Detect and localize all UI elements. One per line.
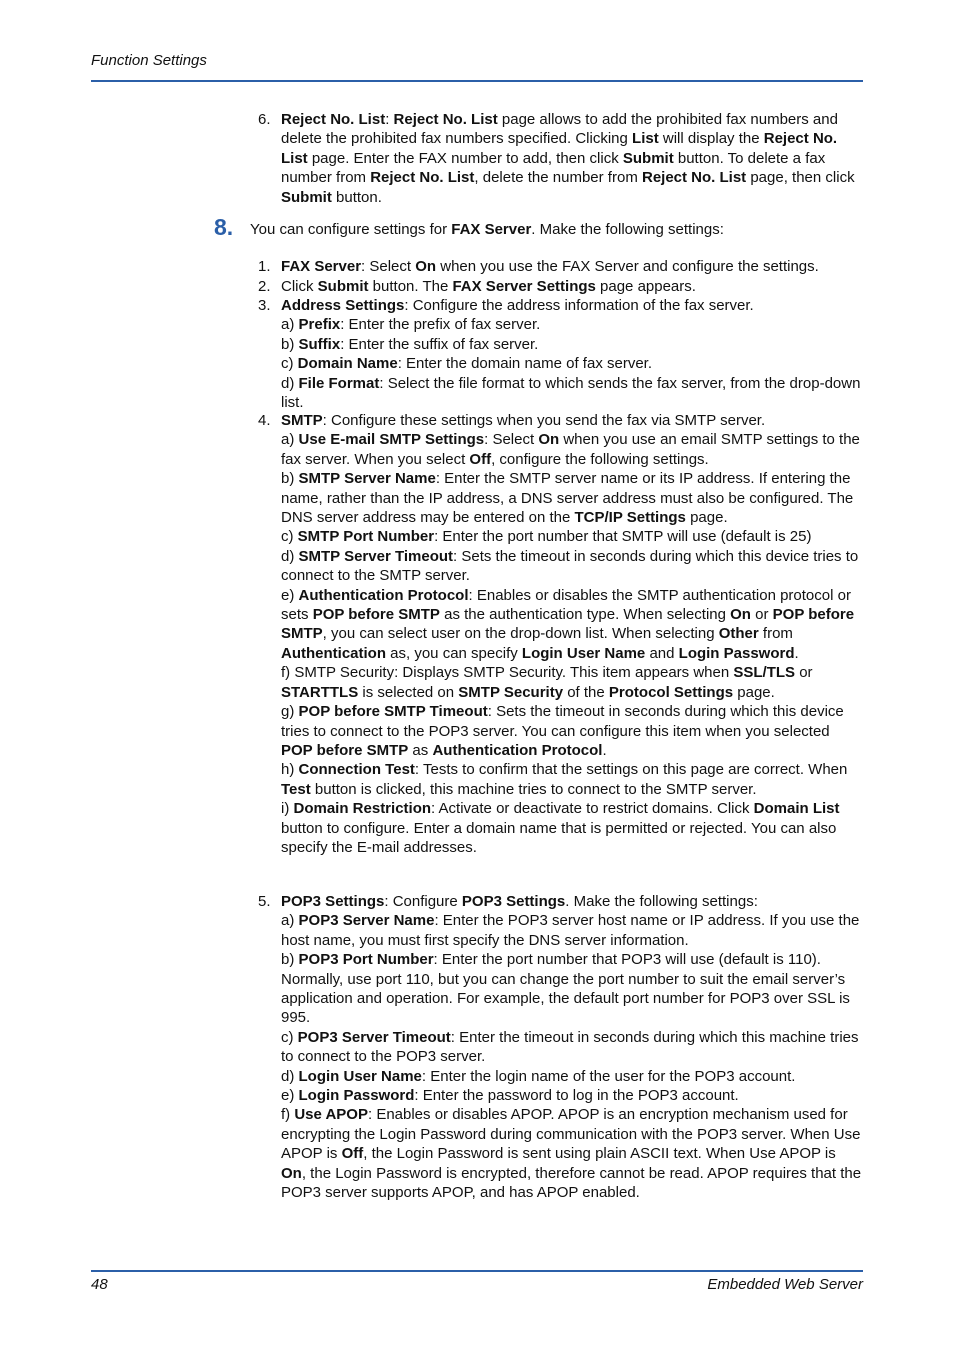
list-item-number: 3. (258, 297, 271, 314)
sub-item-text: f) SMTP Security: Displays SMTP Security. This item appears when SSL/TLS or STARTTLS is selected on SMTP Security of the Protocol Settings page. (281, 664, 813, 701)
page-number: 48 (91, 1276, 108, 1293)
sub-item-text: g) POP before SMTP Timeout: Sets the timeout in seconds during which this device tries to connect to the POP3 server. You can configure this item when you selected POP before SMTP as Authentication Protocol. (281, 703, 844, 759)
list-item-reject-no-list: Reject No. List: Reject No. List page allows to add the prohibited fax numbers and delete the prohibited fax numbers specified. Clicking List will display the Reject No. List page. Enter the FAX number to add, then click Submit button. To delete a fax number from Reject No. List, delete the number from Reject No. List page, then click Submit button. (281, 111, 855, 206)
list-item-number: 5. (258, 893, 271, 910)
page-header-title: Function Settings (91, 52, 207, 69)
list-item-pop3-settings (281, 892, 863, 1203)
list-item-text: FAX Server: Select On when you use the FAX Server and configure the settings. (281, 258, 819, 275)
list-item-text: Address Settings: Configure the address information of the fax server. (281, 297, 754, 314)
sub-item-text: e) Authentication Protocol: Enables or disables the SMTP authentication protocol or sets POP before SMTP as the authentication type. When selecting On or POP before SMTP, you can select user on the drop-down list. When selecting Other from Authentication as, you can specify Login User Name and Login Password. (281, 586, 855, 662)
sub-item-text: b) POP3 Port Number: Enter the port number that POP3 will use (default is 110). Normally, use port 110, but you can change the port number to suit the email server’s application and operation. For example, the default port number for POP3 over SSL is 995. (281, 951, 850, 1027)
list-item-number: 6. (258, 111, 271, 128)
list-item-text: POP3 Settings: Configure POP3 Settings. Make the following settings: (281, 893, 758, 910)
list-item-smtp (281, 411, 863, 857)
sub-item-text: c) Domain Name: Enter the domain name of fax server. (281, 355, 652, 373)
footer-title: Embedded Web Server (707, 1276, 863, 1293)
sub-item-text: c) SMTP Port Number: Enter the port number that SMTP will use (default is 25) (281, 528, 812, 546)
sub-item-text: d) File Format: Select the file format to which sends the fax server, from the drop-down list. (281, 374, 861, 412)
sub-item-text: c) POP3 Server Timeout: Enter the timeout in seconds during which this machine tries to connect to the POP3 server. (281, 1028, 859, 1066)
sub-item-text: a) POP3 Server Name: Enter the POP3 server host name or IP address. If you use the host name, you must first specify the DNS server information. (281, 912, 860, 949)
sub-item-text: d) Login User Name: Enter the login name of the user for the POP3 account. (281, 1067, 796, 1085)
sub-item-text: a) Use E-mail SMTP Settings: Select On when you use an email SMTP settings to the fax server. When you select Off, configure the following settings. (281, 431, 860, 468)
list-item-text: SMTP: Configure these settings when you send the fax via SMTP server. (281, 412, 766, 429)
footer-rule (91, 1270, 863, 1272)
sub-item-text: e) Login Password: Enter the password to log in the POP3 account. (281, 1087, 739, 1105)
sub-item-text: b) Suffix: Enter the suffix of fax server. (281, 335, 539, 353)
list-item-number: 1. (258, 258, 271, 275)
header-rule (91, 80, 863, 82)
list-item-number: 2. (258, 278, 271, 295)
list-item-submit (281, 277, 863, 296)
list-item-address-settings (281, 296, 863, 412)
list-item-text: Click Submit button. The FAX Server Settings page appears. (281, 278, 696, 295)
sub-item-text: b) SMTP Server Name: Enter the SMTP server name or its IP address. If entering the name, rather than the IP address, a DNS server address must also be configured. The DNS server address may be entered on the TCP/IP Settings page. (281, 470, 854, 527)
sub-item-text: a) Prefix: Enter the prefix of fax server. (281, 316, 541, 334)
list-item-number: 4. (258, 412, 271, 429)
list-item-fax-server (281, 257, 863, 276)
step-intro-text: You can configure settings for FAX Server. Make the following settings: (250, 221, 724, 238)
step-number: 8. (214, 214, 234, 240)
sub-item-text: h) Connection Test: Tests to confirm that the settings on this page are correct. When Test button is clicked, this machine tries to connect to the SMTP server. (281, 761, 848, 798)
sub-item-text: d) SMTP Server Timeout: Sets the timeout in seconds during which this device tries to connect to the SMTP server. (281, 547, 859, 585)
sub-item-text: f) Use APOP: Enables or disables APOP. APOP is an encryption mechanism used for encrypting the Login Password during communication with the POP3 server. When Use APOP is Off, the Login Password is sent using plain ASCII text. When Use APOP is On, the Login Password is encrypted, therefore cannot be read. APOP requires that the POP3 server supports APOP, and has APOP enabled. (281, 1106, 862, 1202)
sub-item-text: i) Domain Restriction: Activate or deactivate to restrict domains. Click Domain List button to configure. Enter a domain name that is permitted or rejected. You can also specify the E-mail addresses. (281, 800, 840, 856)
